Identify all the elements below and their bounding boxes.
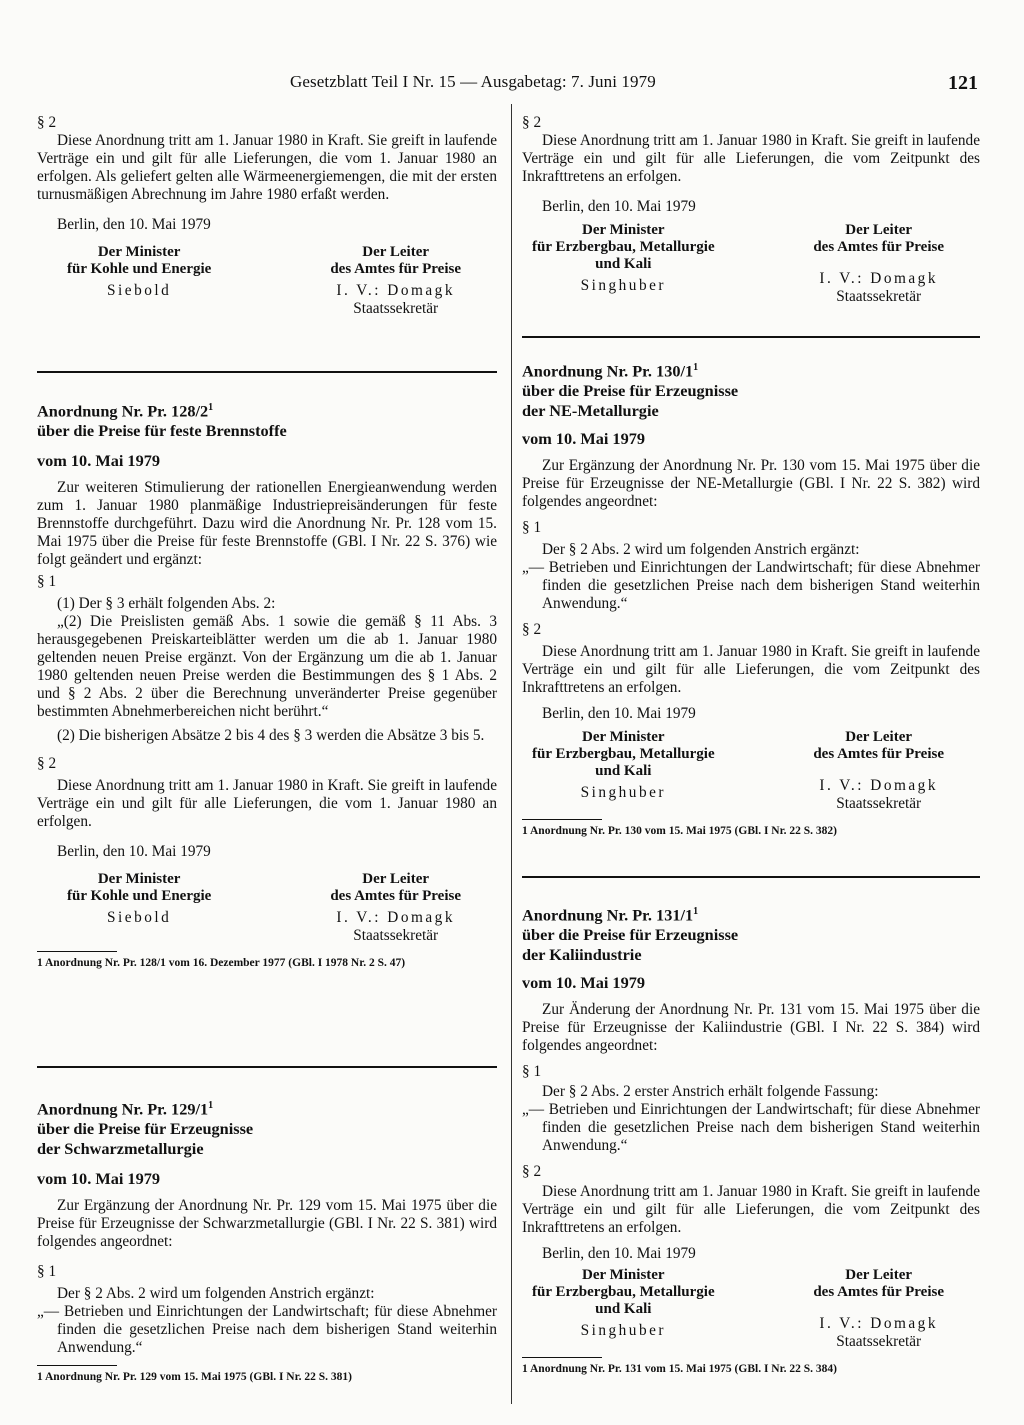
- section-heading: § 2: [522, 114, 542, 131]
- ordinance-subtitle: der NE-Metallurgie: [522, 401, 659, 421]
- section-rule: [37, 371, 497, 373]
- signature-left: [532, 729, 715, 813]
- signer-role: für Kohle und Energie: [67, 888, 212, 905]
- signature-right: [330, 871, 461, 945]
- signer-role: des Amtes für Preise: [813, 1284, 944, 1301]
- quoted-amendment: „— Betrieben und Einrichtungen der Landwirtschaft; für diese Abnehmer finden die gesetzlichen Preise nach dem bisherigen Stand weiterhin Anwendung.“: [522, 1101, 980, 1155]
- signature-left: [532, 1267, 715, 1351]
- paragraph: Der § 2 Abs. 2 wird um folgenden Anstrich ergänzt:: [57, 1285, 375, 1303]
- signer-title: Staatssekretär: [353, 927, 439, 945]
- left-top-section: [37, 114, 497, 318]
- footnote-rule: [522, 819, 602, 820]
- paragraph: Diese Anordnung tritt am 1. Januar 1980 in Kraft. Sie greift in laufende Verträge ein und gilt für alle Lieferungen, die vom 1. Januar 1980 an erfolgen. Als geliefert gelten alle Wärmeenergiemengen, die mit der ersten turnusmäßigen Abrechnung im Jahre 1980 erfaßt werden.: [37, 132, 497, 203]
- signature-block: [522, 1267, 980, 1351]
- footnote: 1 Anordnung Nr. Pr. 129 vom 15. Mai 1975 (GBl. I Nr. 22 S. 381): [37, 1371, 353, 1384]
- footnote: 1 Anordnung Nr. Pr. 128/1 vom 16. Dezember 1977 (GBl. I 1978 Nr. 2 S. 47): [37, 957, 406, 970]
- signature-left: [67, 871, 211, 945]
- place-date: Berlin, den 10. Mai 1979: [57, 843, 211, 861]
- signer-title: Staatssekretär: [353, 300, 439, 317]
- ordinance-subtitle: der Schwarzmetallurgie: [37, 1139, 204, 1159]
- ordinance-subtitle: über die Preise für Erzeugnisse: [37, 1119, 254, 1139]
- signer-role: Der Leiter: [362, 871, 430, 888]
- section-heading: § 2: [522, 1163, 542, 1181]
- ordinance-130: [522, 358, 980, 838]
- signature-block: [522, 222, 980, 306]
- signer-name: I. V.: Domagk: [819, 1315, 938, 1333]
- signer-name: I. V.: Domagk: [336, 282, 455, 299]
- signer-role: Der Leiter: [845, 729, 913, 746]
- section-rule: [37, 1066, 497, 1068]
- page-number: 121: [948, 72, 978, 94]
- section-heading: § 2: [37, 755, 57, 773]
- signer-role: Der Minister: [581, 1267, 665, 1284]
- ordinance-date: vom 10. Mai 1979: [37, 1169, 160, 1189]
- right-top-section: [522, 114, 980, 306]
- section-rule: [522, 876, 980, 878]
- ordinance-subtitle: der Kaliindustrie: [522, 945, 642, 965]
- paragraph: Diese Anordnung tritt am 1. Januar 1980 in Kraft. Sie greift in laufende Verträge ein und gilt für alle Lieferungen, die vom 1. Januar 1980 an erfolgen.: [37, 777, 497, 831]
- signer-role: des Amtes für Preise: [813, 746, 944, 763]
- signer-name: Siebold: [107, 909, 172, 927]
- signer-role: Der Leiter: [362, 244, 430, 260]
- ordinance-date: vom 10. Mai 1979: [522, 973, 645, 993]
- signer-role: für Erzbergbau, Metallurgie: [532, 239, 715, 255]
- footnote: 1 Anordnung Nr. Pr. 130 vom 15. Mai 1975 (GBl. I Nr. 22 S. 382): [522, 825, 838, 838]
- section-rule: [522, 336, 980, 338]
- ordinance-date: vom 10. Mai 1979: [522, 429, 645, 449]
- paragraph: (2) Die bisherigen Absätze 2 bis 4 des § 3 werden die Absätze 3 bis 5.: [57, 727, 485, 745]
- signer-role: Der Leiter: [845, 222, 913, 238]
- signature-block: [37, 244, 497, 318]
- signer-name: Singhuber: [580, 784, 666, 802]
- signer-role: des Amtes für Preise: [813, 239, 944, 255]
- signer-name: I. V.: Domagk: [819, 777, 938, 795]
- footnote-rule: [37, 1365, 117, 1366]
- paragraph: (1) Der § 3 erhält folgenden Abs. 2:: [57, 595, 276, 613]
- signer-role: Der Minister: [581, 222, 665, 238]
- section-heading: § 1: [37, 1263, 57, 1281]
- column-divider: [511, 104, 512, 1404]
- signer-role: und Kali: [595, 763, 652, 780]
- signer-role: Der Minister: [581, 729, 665, 746]
- signer-name: Siebold: [107, 282, 172, 299]
- signature-left: [67, 244, 211, 318]
- signer-role: für Kohle und Energie: [67, 261, 212, 277]
- signer-role: und Kali: [595, 256, 652, 272]
- ordinance-129: [37, 1096, 497, 1384]
- paragraph: Diese Anordnung tritt am 1. Januar 1980 in Kraft. Sie greift in laufende Verträge ein und gilt für alle Lieferungen, die vom Zeitpunkt des Inkrafttretens an erfolgen.: [522, 132, 980, 185]
- place-date: Berlin, den 10. Mai 1979: [542, 198, 696, 215]
- paragraph: Diese Anordnung tritt am 1. Januar 1980 in Kraft. Sie greift in laufende Verträge ein und gilt für alle Lieferungen, die vom Zeitpunkt des Inkrafttretens an erfolgen.: [522, 643, 980, 697]
- signer-name: Singhuber: [580, 277, 666, 294]
- paragraph: Zur Ergänzung der Anordnung Nr. Pr. 129 vom 15. Mai 1975 über die Preise für Erzeugnisse der Schwarzmetallurgie (GBl. I Nr. 22 S. 381) wird folgendes angeordnet:: [37, 1197, 497, 1251]
- gazette-title: Gesetzblatt Teil I Nr. 15 — Ausgabetag: 7. Juni 1979: [290, 72, 656, 91]
- ordinance-title: Anordnung Nr. Pr. $131/1^1$: [522, 905, 699, 925]
- paragraph: Zur Ergänzung der Anordnung Nr. Pr. 130 vom 15. Mai 1975 über die Preise für Erzeugnisse der NE-Metallurgie (GBl. I Nr. 22 S. 382) wird folgendes angeordnet:: [522, 457, 980, 511]
- signature-right: [813, 1267, 944, 1351]
- ordinance-128: [37, 398, 497, 970]
- signer-title: Staatssekretär: [836, 1333, 922, 1351]
- signer-title: Staatssekretär: [836, 288, 922, 305]
- page-header: [0, 72, 1024, 98]
- ordinance-131: [522, 902, 980, 1376]
- signer-name: I. V.: Domagk: [819, 270, 938, 287]
- quoted-amendment: „— Betrieben und Einrichtungen der Landwirtschaft; für diese Abnehmer finden die gesetzlichen Preise nach dem bisherigen Stand weiterhin Anwendung.“: [522, 559, 980, 613]
- signature-right: [813, 222, 944, 306]
- ordinance-subtitle: über die Preise für feste Brennstoffe: [37, 421, 287, 441]
- signature-right: [330, 244, 461, 318]
- ordinance-title: Anordnung Nr. Pr. $128/2^1$: [37, 401, 214, 421]
- ordinance-date: vom 10. Mai 1979: [37, 451, 160, 471]
- signature-right: [813, 729, 944, 813]
- ordinance-subtitle: über die Preise für Erzeugnisse: [522, 381, 739, 401]
- place-date: Berlin, den 10. Mai 1979: [542, 1245, 696, 1263]
- signer-role: Der Minister: [97, 244, 181, 260]
- signer-role: für Erzbergbau, Metallurgie: [532, 746, 715, 763]
- signer-title: Staatssekretär: [836, 795, 922, 813]
- ordinance-title: Anordnung Nr. Pr. $130/1^1$: [522, 361, 699, 381]
- paragraph: Der § 2 Abs. 2 wird um folgenden Anstrich ergänzt:: [542, 541, 860, 559]
- paragraph: Der § 2 Abs. 2 erster Anstrich erhält folgende Fassung:: [542, 1083, 879, 1101]
- footnote: 1 Anordnung Nr. Pr. 131 vom 15. Mai 1975 (GBl. I Nr. 22 S. 384): [522, 1363, 838, 1376]
- ordinance-title: Anordnung Nr. Pr. $129/1^1$: [37, 1099, 214, 1119]
- signer-role: Der Minister: [97, 871, 181, 888]
- section-heading: § 1: [37, 573, 57, 591]
- signer-name: Singhuber: [580, 1322, 666, 1340]
- section-heading: § 2: [522, 621, 542, 639]
- section-heading: § 2: [37, 114, 57, 131]
- signer-name: I. V.: Domagk: [336, 909, 455, 927]
- signer-role: des Amtes für Preise: [330, 261, 461, 277]
- signer-role: des Amtes für Preise: [330, 888, 461, 905]
- signature-block: [522, 729, 980, 813]
- signature-block: [37, 871, 497, 945]
- footnote-rule: [37, 951, 117, 952]
- signature-left: [532, 222, 715, 306]
- paragraph: Zur Änderung der Anordnung Nr. Pr. 131 vom 15. Mai 1975 über die Preise für Erzeugnisse der Kaliindustrie (GBl. I Nr. 22 S. 384) wird folgendes angeordnet:: [522, 1001, 980, 1055]
- ordinance-subtitle: über die Preise für Erzeugnisse: [522, 925, 739, 945]
- paragraph: Zur weiteren Stimulierung der rationellen Energieanwendung werden zum 1. Januar 1980 planmäßige Industriepreisänderungen für feste Brennstoffe durchgeführt. Dazu wird die Anordnung Nr. Pr. 128 vom 15. Mai 1975 über die Preise für feste Brennstoffe (GBl. I Nr. 22 S. 376) wie folgt geändert und ergänzt:: [37, 479, 497, 569]
- section-heading: § 1: [522, 519, 542, 537]
- paragraph: Diese Anordnung tritt am 1. Januar 1980 in Kraft. Sie greift in laufende Verträge ein und gilt für alle Lieferungen, die vom Zeitpunkt des Inkrafttretens an erfolgen.: [522, 1183, 980, 1237]
- signer-role: für Erzbergbau, Metallurgie: [532, 1284, 715, 1301]
- place-date: Berlin, den 10. Mai 1979: [542, 705, 696, 723]
- signer-role: Der Leiter: [845, 1267, 913, 1284]
- signer-role: und Kali: [595, 1301, 652, 1318]
- paragraph: „(2) Die Preislisten gemäß Abs. 1 sowie die gemäß § 11 Abs. 3 herausgegebenen Preiskarteiblätter werden um die ab 1. Januar 1980 geltenden neuen Preise ergänzt. Von der Ergänzung um die ab 1. Januar 1980 geltenden neuen Preise werden die Bestimmungen des § 1 Abs. 2 und § 2 Abs. 2 über die Berechnung unveränderter Preise gegenüber bestimmten Abnehmerbereichen nicht berührt.“: [37, 613, 497, 721]
- place-date: Berlin, den 10. Mai 1979: [57, 216, 211, 233]
- quoted-amendment: „— Betrieben und Einrichtungen der Landwirtschaft; für diese Abnehmer finden die gesetzlichen Preise nach dem bisherigen Stand weiterhin Anwendung.“: [37, 1303, 497, 1357]
- section-heading: § 1: [522, 1063, 542, 1081]
- footnote-rule: [522, 1357, 602, 1358]
